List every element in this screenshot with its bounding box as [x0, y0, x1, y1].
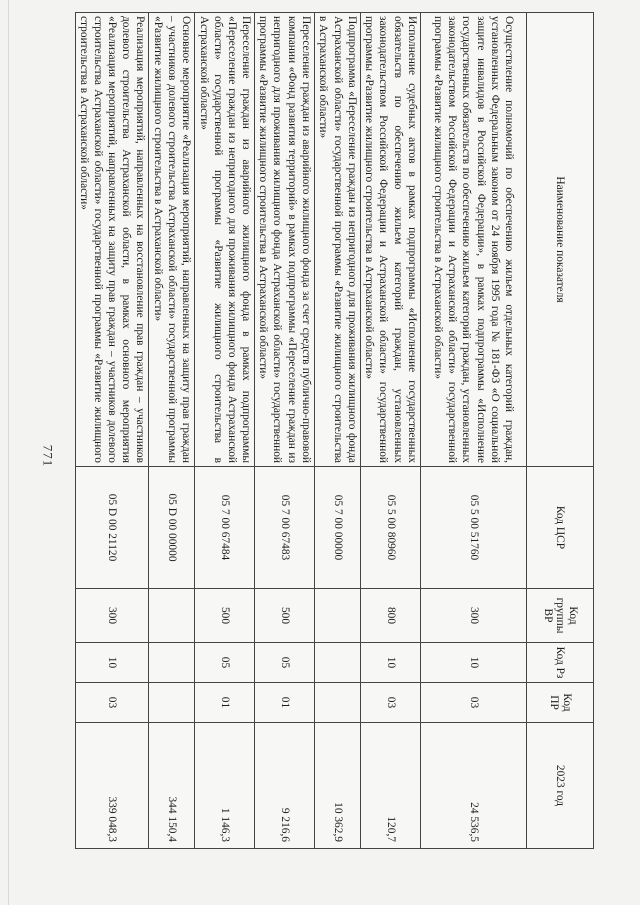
header-rz: Код Рз	[527, 643, 594, 683]
row-pr	[315, 683, 361, 723]
budget-table	[75, 12, 594, 849]
row-amount: 120,7	[361, 723, 421, 849]
row-amount: 24 536,5	[421, 723, 527, 849]
row-pr: 01	[195, 683, 255, 723]
budget-table-container	[77, 12, 594, 848]
scan-edge	[8, 0, 9, 905]
row-rz: 10	[75, 643, 149, 683]
row-pr	[149, 683, 195, 723]
row-name: Подпрограмма «Переселение граждан из непригодного для проживания жилищного фонда Астраханской области» государственной программы «Развитие жилищного строительства в Астраханской области»	[315, 13, 361, 467]
row-amount: 9 216,6	[255, 723, 315, 849]
row-amount: 344 150,4	[149, 723, 195, 849]
row-pr: 03	[361, 683, 421, 723]
row-vr: 500	[195, 589, 255, 643]
row-amount: 1 146,3	[195, 723, 255, 849]
row-vr: 500	[255, 589, 315, 643]
row-vr: 300	[75, 589, 149, 643]
row-rz: 10	[421, 643, 527, 683]
row-vr: 800	[361, 589, 421, 643]
row-csr: 05 7 00 67483	[255, 467, 315, 589]
row-vr	[149, 589, 195, 643]
row-csr: 05 7 00 67484	[195, 467, 255, 589]
row-rz	[315, 643, 361, 683]
row-csr: 05 D 00 21120	[75, 467, 149, 589]
row-amount: 339 048,3	[75, 723, 149, 849]
row-pr: 03	[421, 683, 527, 723]
row-rz: 05	[255, 643, 315, 683]
row-csr: 05 D 00 00000	[149, 467, 195, 589]
header-name: Наименование показателя	[527, 13, 594, 467]
header-pr: Код ПР	[527, 683, 594, 723]
row-amount: 10 362,9	[315, 723, 361, 849]
header-year: 2023 год	[527, 723, 594, 849]
row-name: Реализация мероприятий, направленных на восстановление прав граждан – участников долевого строительства Астраханской области, в рамках основного мероприятия «Реализация мероприятий, направленных на защиту прав граждан – участников долевого строительства Астраханской области» государственной программы «Развитие жилищного строительства в Астраханской области»	[75, 13, 149, 467]
row-name: Исполнение судебных актов в рамках подпрограммы «Исполнение государственных обязательств по обеспечению жильем категорий граждан, установленных законодательством Российской Федерации и Астраханской области» государственной программы «Развитие жилищного строительства в Астраханской области»	[361, 13, 421, 467]
row-csr: 05 5 00 80960	[361, 467, 421, 589]
table-row	[149, 13, 195, 849]
page-number: 771	[40, 444, 56, 468]
row-rz: 10	[361, 643, 421, 683]
table-row	[421, 13, 527, 849]
row-vr: 300	[421, 589, 527, 643]
table-row	[75, 13, 149, 849]
table-row	[315, 13, 361, 849]
row-name: Осуществление полномочий по обеспечению жильем отдельных категорий граждан, установленных Федеральным законом от 24 ноября 1995 года № 181-ФЗ «О социальной защите инвалидов в Российской Федерации», в рамках подпрограммы «Исполнение государственных обязательств по обеспечению жильем категорий граждан, установленных законодательством Российской Федерации и Астраханской области» государственной программы «Развитие жилищного строительства в Астраханской области»	[421, 13, 527, 467]
row-name: Переселение граждан из аварийного жилищного фонда за счет средств публично-правовой компании «Фонд развития территорий» в рамках подпрограммы «Переселение граждан из непригодного для проживания жилищного фонда Астраханской области» государственной программы «Развитие жилищного строительства в Астраханской области»	[255, 13, 315, 467]
table-row	[361, 13, 421, 849]
row-csr: 05 7 00 00000	[315, 467, 361, 589]
row-pr: 01	[255, 683, 315, 723]
table-row	[195, 13, 255, 849]
row-name: Основное мероприятие «Реализация мероприятий, направленных на защиту прав граждан – участников долевого строительства Астраханской области» государственной программы «Развитие жилищного строительства в Астраханской области»	[149, 13, 195, 467]
row-vr	[315, 589, 361, 643]
header-vr: Код группы ВР	[527, 589, 594, 643]
header-csr: Код ЦСР	[527, 467, 594, 589]
row-name: Переселение граждан из аварийного жилищного фонда в рамках подпрограммы «Переселение граждан из непригодного для проживания жилищного фонда Астраханской области» государственной программы «Развитие жилищного строительства в Астраханской области»	[195, 13, 255, 467]
row-rz	[149, 643, 195, 683]
table-row	[255, 13, 315, 849]
row-rz: 05	[195, 643, 255, 683]
table-header-row	[527, 13, 594, 849]
row-csr: 05 5 00 51760	[421, 467, 527, 589]
row-pr: 03	[75, 683, 149, 723]
